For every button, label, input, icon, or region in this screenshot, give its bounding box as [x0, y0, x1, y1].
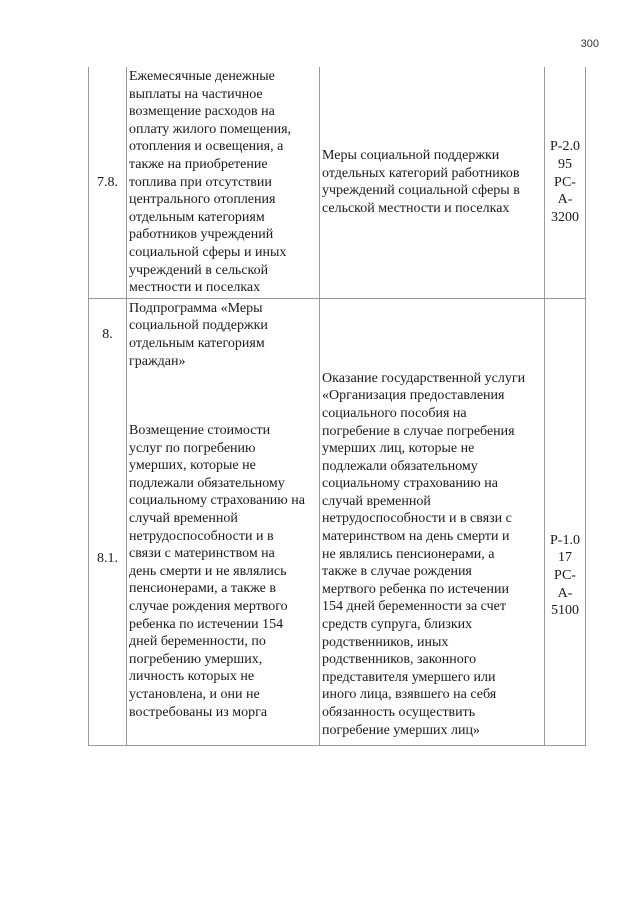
document-table — [88, 67, 586, 746]
code-cell — [545, 298, 586, 745]
classification-code: Р-2.095 РС-А- 3200 — [550, 139, 580, 225]
measure-name: Возмещение стоимости услуг по погребению умерших, которые не подлежали обязательному социальному страхованию на случай временной нетрудоспособности и в связи с материнством на день смерти и не являлись пенсионерами, а также в случае рождения мертвого ребенка по истечении 154 дней беременности, по погребению умерших, личность которых не установлена, и они не востребованы из морга — [129, 423, 305, 720]
row-number-cell — [89, 67, 127, 298]
row-number: 8. — [102, 326, 113, 342]
measure-description: Меры социальной поддержки отдельных категорий работников учреждений социальной сферы в сельской местности и поселках — [322, 148, 520, 216]
classification-code: Р-1.017 РС-А- 5100 — [550, 532, 580, 619]
measure-description-cell — [320, 67, 545, 298]
measure-description-cell — [320, 298, 545, 745]
table-row — [89, 298, 586, 745]
code-cell — [545, 67, 586, 298]
row-number: 8.1. — [97, 550, 118, 566]
measure-name-cell — [127, 67, 320, 298]
measure-description: Оказание государственной услуги «Организация предоставления социального пособия на погребение в случае погребения умерших лиц, которые не подлежали обязательному социальному страхованию на случай временной нетрудоспособности и в связи с материнством на день смерти и не являлись пенсионерами, а также в случае рождения мертвого ребенка по истечении 154 дней беременности за счет средств супруга, близких родственников, иных родственников, законного представителя умершего или иного лица, взявшего на себя обязанность осуществить погребение умерших лиц» — [322, 370, 526, 738]
measure-name-cell — [127, 298, 320, 745]
row-number-cell — [89, 298, 127, 745]
page-number: 300 — [580, 38, 599, 50]
table-row — [89, 67, 586, 298]
subprogram-name: Подпрограмма «Меры социальной поддержки отдельным категориям граждан» — [129, 300, 268, 369]
row-number: 7.8. — [97, 174, 118, 190]
measure-name: Ежемесячные денежные выплаты на частичное возмещение расходов на оплату жилого помещения, отопления и освещения, а также на приобретение топлива при отсутствии центрального отопления отдельным категориям работников учреждений социальной сферы и иных учреждений в сельской местности и поселках — [129, 69, 292, 296]
